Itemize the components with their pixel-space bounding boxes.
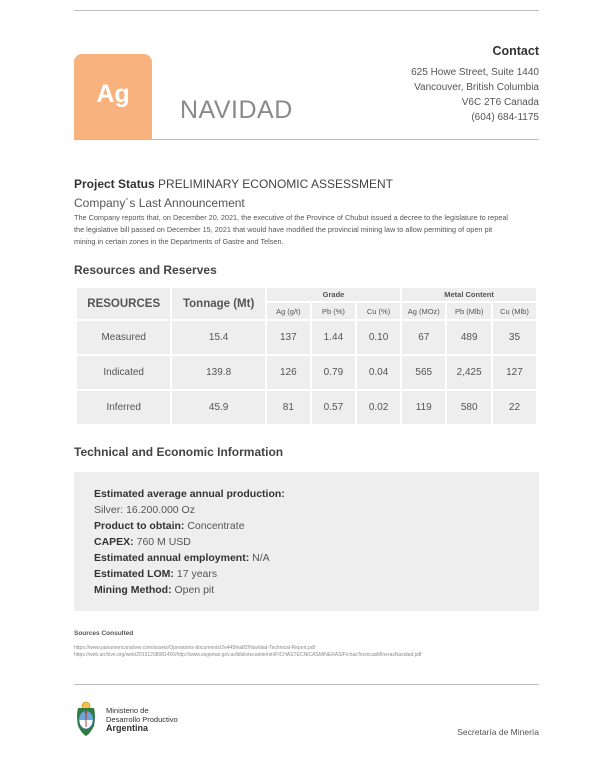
header-tonnage: Tonnage (Mt) <box>172 288 264 319</box>
employment-label: Estimated annual employment: <box>94 552 250 564</box>
employment-line <box>94 550 519 566</box>
header-ag-metal: Ag (MOz) <box>402 303 445 319</box>
footer-divider <box>74 684 539 685</box>
secretaria-label: Secretaría de Minería <box>457 727 539 737</box>
project-status-value: PRELIMINARY ECONOMIC ASSESSMENT <box>158 177 393 191</box>
method-value: Open pit <box>174 584 215 596</box>
production-label-line <box>94 486 519 502</box>
row-ag-grade: 137 <box>267 321 310 354</box>
method-label: Mining Method: <box>94 584 172 596</box>
top-divider <box>74 10 539 11</box>
argentina-coat-of-arms-icon <box>74 700 98 738</box>
ministry-line2: Desarrollo Productivo <box>106 714 178 724</box>
contact-address-line1: 625 Howe Street, Suite 1440 <box>411 67 539 78</box>
row-ag-metal: 119 <box>402 391 445 424</box>
row-cu-metal: 127 <box>493 356 536 389</box>
method-line <box>94 582 519 598</box>
ministry-line1: Ministerio de <box>106 705 149 715</box>
row-tonnage: 139.8 <box>172 356 264 389</box>
announcement-text: The Company reports that, on December 20, 2021, the executive of the Province of Chubut issued a decree to the legislature to repeal the legislative bill passed on December 15, 2021 that would have modified the provincial mining law to allow permitting of open pit mining in certain zones in the Departments of Gastre and Telsen. <box>74 213 509 247</box>
header-cu-grade: Cu (%) <box>357 303 400 319</box>
row-name: Indicated <box>77 356 170 389</box>
row-ag-metal: 565 <box>402 356 445 389</box>
capex-line <box>94 534 519 550</box>
ministry-logo <box>74 700 178 738</box>
table-header-row <box>77 288 536 301</box>
source-link[interactable]: https://web.archive.org/web/20151208081400/http://www.segemar.gov.ar/bibliotecaintemin/FICHASTECNICASMINERAS/FichasTecnicasMinerasNavidad.pdf <box>74 652 422 658</box>
row-pb-metal: 489 <box>447 321 491 354</box>
table-row <box>77 356 536 389</box>
contact-heading: Contact <box>492 44 539 58</box>
element-symbol-badge <box>74 54 152 140</box>
row-pb-metal: 2,425 <box>447 356 491 389</box>
capex-value: 760 M USD <box>136 536 191 548</box>
header-pb-grade: Pb (%) <box>312 303 355 319</box>
contact-postal: V6C 2T6 Canada <box>461 97 539 108</box>
header-ag-grade: Ag (g/t) <box>267 303 310 319</box>
technical-title: Technical and Economic Information <box>74 445 284 459</box>
row-pb-grade: 1.44 <box>312 321 355 354</box>
contact-block <box>411 44 539 125</box>
row-cu-metal: 35 <box>493 321 536 354</box>
row-cu-grade: 0.04 <box>357 356 400 389</box>
source-link[interactable]: https://www.panamericansilver.com/assets/Operations-documents/2e445fea82/Navidad-Technical-Report.pdf <box>74 645 315 651</box>
product-value: Concentrate <box>187 520 245 532</box>
row-tonnage: 45.9 <box>172 391 264 424</box>
element-symbol: Ag <box>96 79 130 108</box>
header-metal-content: Metal Content <box>402 288 536 301</box>
header-divider <box>74 139 539 140</box>
header-grade: Grade <box>267 288 400 301</box>
lom-value: 17 years <box>176 568 218 580</box>
lom-line <box>94 566 519 582</box>
header-cu-metal: Cu (Mlb) <box>493 303 536 319</box>
announcement-title: Company´s Last Announcement <box>74 196 245 210</box>
contact-address-line2: Vancouver, British Columbia <box>414 82 539 93</box>
row-pb-grade: 0.57 <box>312 391 355 424</box>
technical-panel <box>74 472 539 611</box>
row-cu-grade: 0.02 <box>357 391 400 424</box>
row-cu-grade: 0.10 <box>357 321 400 354</box>
production-value: Silver: 16.200.000 Oz <box>94 504 195 516</box>
row-cu-metal: 22 <box>493 391 536 424</box>
employment-value: N/A <box>252 552 270 564</box>
row-ag-grade: 81 <box>267 391 310 424</box>
table-row <box>77 321 536 354</box>
product-label: Product to obtain: <box>94 520 185 532</box>
row-ag-metal: 67 <box>402 321 445 354</box>
table-row <box>77 391 536 424</box>
resources-title: Resources and Reserves <box>74 263 217 277</box>
header-pb-metal: Pb (Mlb) <box>447 303 491 319</box>
row-name: Measured <box>77 321 170 354</box>
ministry-text <box>106 706 178 733</box>
row-name: Inferred <box>77 391 170 424</box>
project-status <box>74 177 393 191</box>
mine-name: NAVIDAD <box>180 96 293 124</box>
header-resources: RESOURCES <box>77 288 170 319</box>
product-line <box>94 518 519 534</box>
country-name: Argentina <box>106 722 149 733</box>
project-status-label: Project Status <box>74 177 155 191</box>
row-pb-metal: 580 <box>447 391 491 424</box>
lom-label: Estimated LOM: <box>94 568 174 580</box>
resources-table <box>75 286 538 426</box>
sources-title: Sources Consulted <box>74 630 134 637</box>
row-tonnage: 15.4 <box>172 321 264 354</box>
production-label: Estimated average annual production: <box>94 488 285 500</box>
capex-label: CAPEX: <box>94 536 134 548</box>
row-pb-grade: 0.79 <box>312 356 355 389</box>
contact-phone: (604) 684-1175 <box>471 112 539 123</box>
row-ag-grade: 126 <box>267 356 310 389</box>
